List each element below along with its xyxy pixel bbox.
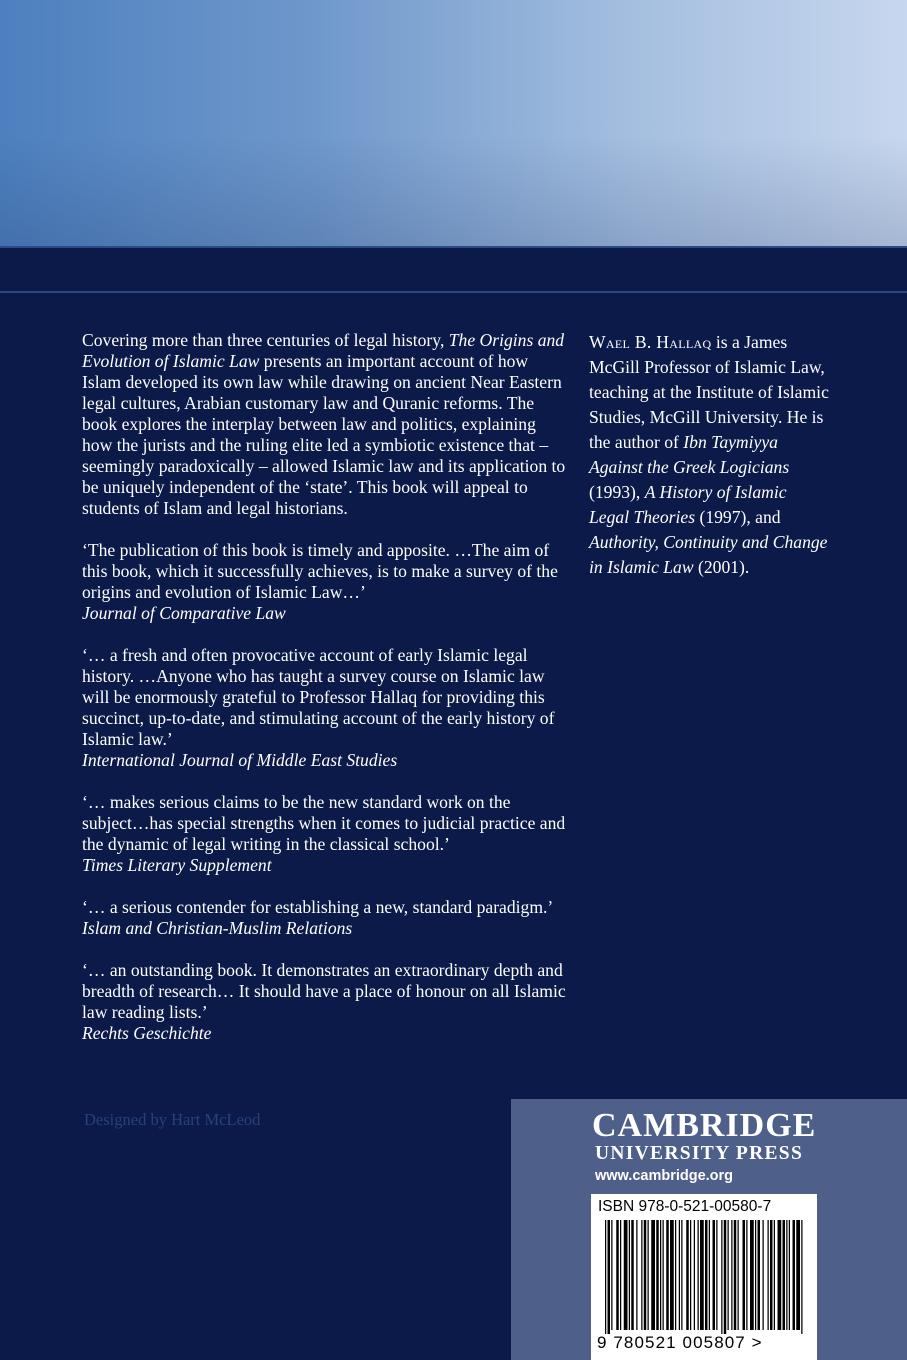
barcode-label — [591, 1194, 817, 1360]
barcode-bar — [731, 1220, 732, 1330]
isbn-text: ISBN 978-0-521-00580-7 — [598, 1198, 772, 1215]
barcode-bar — [750, 1220, 754, 1330]
review-quote: ‘The publication of this book is timely and apposite. …The aim of this book, which it successfully achieves, is to make a survey of the origins and evolution of Islamic Law…’ — [82, 540, 558, 602]
barcode-bar — [694, 1220, 695, 1330]
barcode-bar — [666, 1220, 669, 1330]
barcode-bar — [758, 1220, 761, 1330]
review-4 — [82, 897, 570, 939]
barcode-bar — [651, 1220, 655, 1330]
barcode-bar — [778, 1220, 782, 1330]
review-source: Islam and Christian-Muslim Relations — [82, 918, 353, 938]
author-book-1: Ibn Taymiyya Against the Greek Logicians — [589, 432, 790, 477]
barcode-bar — [616, 1220, 619, 1330]
barcode-bar — [644, 1220, 647, 1330]
review-source: Journal of Comparative Law — [82, 603, 286, 623]
review-1 — [82, 540, 570, 624]
barcode-bar — [705, 1220, 708, 1330]
barcode-bar — [734, 1220, 737, 1330]
barcode-bar — [786, 1220, 787, 1330]
author-book-1-year: (1993), — [589, 482, 645, 502]
barcode-bar — [698, 1220, 699, 1330]
barcode-bar — [789, 1220, 790, 1330]
author-bio-text: is a James McGill Professor of Islamic Law, teaching at the Institute of Islamic Studies, McGill University. He is the author of — [589, 332, 829, 452]
barcode-bar — [636, 1220, 637, 1330]
barcode-bar — [660, 1220, 661, 1330]
barcode-bar — [728, 1220, 729, 1330]
publisher-press: UNIVERSITY PRESS — [595, 1143, 804, 1164]
barcode-bar — [763, 1220, 764, 1330]
barcode-bar — [656, 1220, 659, 1330]
review-quote: ‘… a serious contender for establishing a new, standard paradigm.’ — [82, 897, 554, 917]
author-name: Wael B. Hallaq — [589, 332, 712, 352]
barcode-bar — [721, 1220, 722, 1334]
barcode-bar — [679, 1220, 680, 1330]
barcode-bar — [670, 1220, 674, 1330]
review-source: Times Literary Supplement — [82, 855, 272, 875]
divider-rule-top — [0, 246, 907, 248]
barcode-bar — [796, 1220, 800, 1330]
barcode-bar — [770, 1220, 773, 1330]
review-quote: ‘… an outstanding book. It demonstrates an extraordinary depth and breadth of research… It should have a place of honour on all Islamic law reading lists.’ — [82, 960, 566, 1022]
barcode-bar — [768, 1220, 769, 1330]
author-book-2-year: (1997), and — [695, 507, 781, 527]
barcode-bar — [783, 1220, 786, 1330]
barcode-bar — [681, 1220, 682, 1330]
author-book-2: A History of Islamic Legal Theories — [589, 482, 787, 527]
barcode-bar — [700, 1220, 704, 1330]
barcode-bar — [648, 1220, 649, 1330]
book-title: The Origins and Evolution of Islamic Law — [82, 330, 565, 371]
author-book-3: Authority, Continuity and Change in Islamic Law — [589, 532, 828, 577]
barcode-bar — [624, 1220, 628, 1330]
top-band-shade — [0, 0, 907, 246]
description-paragraph — [82, 330, 570, 519]
barcode-bar — [605, 1220, 606, 1334]
barcode-bar — [738, 1220, 739, 1330]
description-rest: presents an important account of how Islam developed its own law while drawing on ancient Near Eastern legal cultures, Arabian customary law and Quranic reforms. The book explores the interplay between law and politics, explaining how the jurists and the ruling elite led a symbiotic existence that – seemingly paradoxically – allowed Islamic law and its application to be uniquely independent of the ‘state’. This book will appeal to students of Islam and legal historians. — [82, 351, 566, 518]
barcode-bar — [755, 1220, 756, 1330]
barcode-bar — [675, 1220, 676, 1330]
barcode-bar — [641, 1220, 642, 1330]
barcode-bar — [743, 1220, 746, 1330]
author-book-3-year: (2001). — [693, 557, 750, 577]
barcode-bar — [724, 1220, 727, 1334]
blurb-column — [82, 330, 570, 1065]
barcode-bar — [716, 1220, 717, 1330]
barcode-bar — [709, 1220, 710, 1330]
review-3 — [82, 792, 570, 876]
barcode-bar — [713, 1220, 716, 1330]
review-quote: ‘… a fresh and often provocative account of early Islamic legal history. …Anyone who has taught a survey course on Islamic law will be enormously grateful to Professor Hallaq for providing this succinct, up-to-date, and stimulating account of the early history of Islamic law.’ — [82, 645, 555, 749]
barcode-bar — [663, 1220, 664, 1330]
author-bio — [589, 330, 829, 580]
barcode-bar — [631, 1220, 634, 1330]
publisher-name: CAMBRIDGE — [592, 1107, 817, 1144]
publisher-url[interactable]: www.cambridge.org — [595, 1168, 734, 1184]
barcode-bar — [793, 1220, 796, 1330]
barcode-bar — [774, 1220, 775, 1330]
divider-rule-bottom — [0, 291, 907, 293]
review-source: International Journal of Middle East Studies — [82, 750, 398, 770]
review-5 — [82, 960, 570, 1044]
barcode-bar — [801, 1220, 802, 1334]
description-lead: Covering more than three centuries of legal history, — [82, 330, 449, 350]
barcode-bar — [686, 1220, 689, 1330]
barcode-digits: 9 780521 005807 > — [597, 1333, 763, 1352]
barcode-bar — [690, 1220, 691, 1330]
review-2 — [82, 645, 570, 771]
designer-credit: Designed by Hart McLeod — [84, 1110, 261, 1129]
barcode-bar — [608, 1220, 611, 1334]
barcode-bar — [620, 1220, 621, 1330]
barcode-bar — [611, 1220, 612, 1330]
review-source: Rechts Geschichte — [82, 1023, 212, 1043]
review-quote: ‘… makes serious claims to be the new standard work on the subject…has special strengths when it comes to judicial practice and the dynamic of legal writing in the classical school.’ — [82, 792, 566, 854]
publisher-panel — [511, 1099, 907, 1360]
barcode-bar — [746, 1220, 747, 1330]
barcode-bar — [629, 1220, 630, 1330]
